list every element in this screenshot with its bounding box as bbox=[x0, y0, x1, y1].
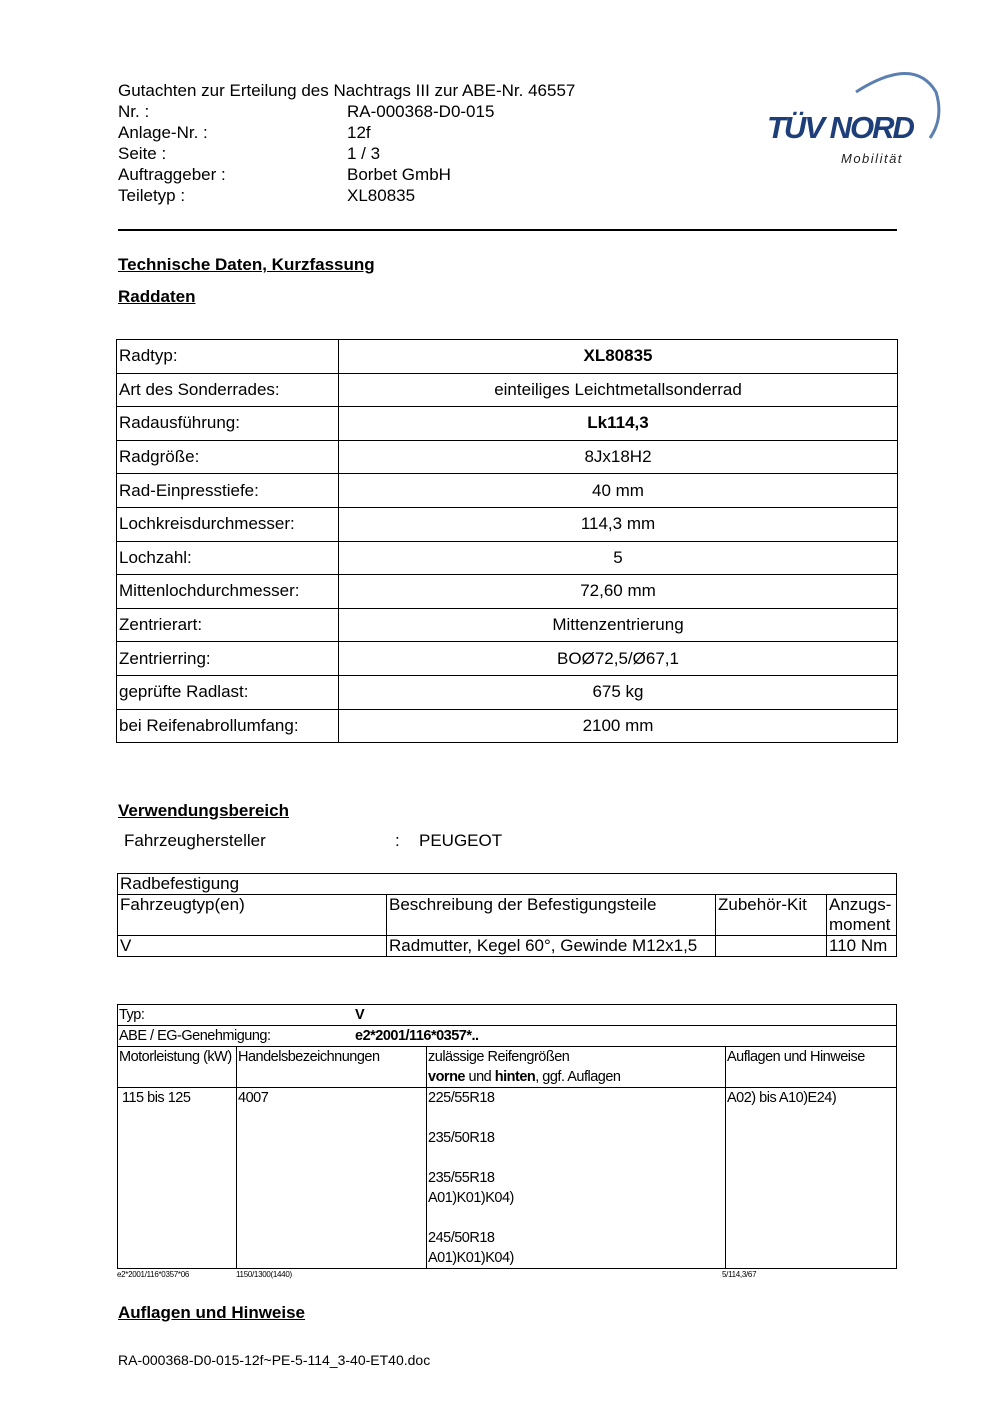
tuev-nord-logo bbox=[764, 60, 944, 170]
typ-label: Typ: bbox=[119, 1007, 145, 1023]
maker-value: PEUGEOT bbox=[419, 831, 503, 850]
col-header: Anzugs- moment bbox=[827, 895, 897, 936]
field-label: Auftraggeber : bbox=[118, 165, 226, 184]
col-header-notes: Auflagen und Hinweise bbox=[726, 1047, 897, 1088]
table-row bbox=[117, 575, 898, 609]
row-label: Art des Sonderrades: bbox=[117, 373, 339, 407]
col-header-power: Motorleistung (kW) bbox=[118, 1047, 237, 1088]
row-value: Lk114,3 bbox=[339, 407, 898, 441]
tyre-size: 235/55R18 bbox=[428, 1170, 495, 1186]
report-title: Gutachten zur Erteilung des Nachtrags III zur ABE-Nr. 46557 bbox=[118, 81, 576, 100]
row-value: 2100 mm bbox=[339, 709, 898, 743]
table-caption-row bbox=[118, 874, 897, 895]
field-value: 12f bbox=[347, 123, 371, 142]
cell-notes: A02) bis A10)E24) bbox=[726, 1088, 897, 1269]
cell: 110 Nm bbox=[827, 936, 897, 957]
row-label: Zentrierring: bbox=[117, 642, 339, 676]
abe-value: e2*2001/116*0357*.. bbox=[355, 1028, 479, 1044]
rear-label: hinten bbox=[494, 1069, 536, 1085]
col-header: Beschreibung der Befestigungsteile bbox=[387, 895, 716, 936]
table-row bbox=[117, 709, 898, 743]
row-label: Zentrierart: bbox=[117, 608, 339, 642]
field-value: Borbet GmbH bbox=[347, 165, 451, 184]
table-row bbox=[117, 642, 898, 676]
field-label: Anlage-Nr. : bbox=[118, 123, 208, 142]
document-header bbox=[118, 80, 638, 206]
logo-wordmark: TÜV NORD bbox=[767, 110, 913, 145]
row-label: Radtyp: bbox=[117, 340, 339, 374]
table-caption: Radbefestigung bbox=[118, 874, 897, 895]
table-row bbox=[118, 1088, 897, 1269]
table-row bbox=[117, 507, 898, 541]
section-title: Technische Daten, Kurzfassung bbox=[118, 255, 375, 274]
row-value: 114,3 mm bbox=[339, 507, 898, 541]
cell-power: 115 bis 125 bbox=[118, 1088, 237, 1269]
subsection-title: Raddaten bbox=[118, 287, 196, 306]
row-label: bei Reifenabrollumfang: bbox=[117, 709, 339, 743]
row-value: einteiliges Leichtmetallsonderrad bbox=[339, 373, 898, 407]
header-field-nr bbox=[118, 101, 638, 122]
field-label: Teiletyp : bbox=[118, 186, 186, 205]
row-label: Radausführung: bbox=[117, 407, 339, 441]
maker-label: Fahrzeughersteller bbox=[124, 831, 266, 850]
table-row bbox=[117, 440, 898, 474]
tyres-header-line2 bbox=[428, 1067, 724, 1087]
cell-tyres bbox=[427, 1088, 726, 1269]
field-label: Nr. : bbox=[118, 102, 150, 121]
row-value: Mittenzentrierung bbox=[339, 608, 898, 642]
table-row bbox=[117, 407, 898, 441]
row-label: Lochzahl: bbox=[117, 541, 339, 575]
tyres-header-line1: zulässige Reifengrößen bbox=[428, 1049, 570, 1065]
tyre-spacer bbox=[428, 1148, 724, 1168]
table-row bbox=[118, 936, 897, 957]
cell: V bbox=[118, 936, 387, 957]
typ-row bbox=[118, 1005, 897, 1026]
abe-label: ABE / EG-Genehmigung: bbox=[119, 1028, 271, 1044]
cell-trade: 4007 bbox=[237, 1088, 427, 1269]
row-value: 5 bbox=[339, 541, 898, 575]
col-header-trade: Handelsbezeichnungen bbox=[237, 1047, 427, 1088]
table-row bbox=[117, 541, 898, 575]
tyre-conditions: A01)K01)K04) bbox=[428, 1190, 514, 1206]
table-row bbox=[117, 608, 898, 642]
footnote-load: 1150/1300(1440) bbox=[236, 1270, 292, 1279]
footnote-approval: e2*2001/116*0357*06 bbox=[117, 1270, 190, 1279]
row-label: Radgröße: bbox=[117, 440, 339, 474]
cell: Radmutter, Kegel 60°, Gewinde M12x1,5 bbox=[387, 936, 716, 957]
field-value: XL80835 bbox=[347, 186, 416, 205]
radbefestigung-table bbox=[117, 873, 897, 957]
header-field-seite bbox=[118, 143, 638, 164]
table-header-row bbox=[118, 1047, 897, 1088]
header-field-auftraggeber bbox=[118, 164, 638, 185]
field-value: 1 / 3 bbox=[347, 144, 381, 163]
maker-separator: : bbox=[395, 831, 400, 850]
table-row bbox=[117, 340, 898, 374]
row-label: Rad-Einpresstiefe: bbox=[117, 474, 339, 508]
tyre-size: 235/50R18 bbox=[428, 1130, 495, 1146]
section-title-notes: Auflagen und Hinweise bbox=[118, 1303, 306, 1322]
typ-cell bbox=[118, 1005, 897, 1026]
raddaten-table bbox=[116, 339, 898, 743]
vehicle-type-table bbox=[117, 1004, 897, 1269]
typ-value: V bbox=[355, 1007, 365, 1023]
notes-suffix: , ggf. Auflagen bbox=[535, 1069, 621, 1085]
row-value: 72,60 mm bbox=[339, 575, 898, 609]
front-label: vorne bbox=[428, 1069, 465, 1085]
field-value: RA-000368-D0-015 bbox=[347, 102, 495, 121]
col-header-tyres bbox=[427, 1047, 726, 1088]
tyre-spacer bbox=[428, 1208, 724, 1228]
table-row bbox=[117, 474, 898, 508]
abe-cell bbox=[118, 1026, 897, 1047]
footnote-bolt-pattern: 5/114,3/67 bbox=[722, 1270, 757, 1279]
tyre-spacer bbox=[428, 1108, 724, 1128]
abe-row bbox=[118, 1026, 897, 1047]
and-label: und bbox=[465, 1069, 495, 1085]
usage-title: Verwendungsbereich bbox=[118, 801, 289, 820]
row-value: 675 kg bbox=[339, 675, 898, 709]
table-row bbox=[117, 675, 898, 709]
header-field-teiletyp bbox=[118, 185, 638, 206]
row-label: geprüfte Radlast: bbox=[117, 675, 339, 709]
row-value: 8Jx18H2 bbox=[339, 440, 898, 474]
tyre-size: 225/55R18 bbox=[428, 1090, 495, 1106]
table-row bbox=[117, 373, 898, 407]
logo-subtitle: Mobilität bbox=[841, 151, 903, 166]
row-value: BOØ72,5/Ø67,1 bbox=[339, 642, 898, 676]
row-label: Mittenlochdurchmesser: bbox=[117, 575, 339, 609]
field-label: Seite : bbox=[118, 144, 167, 163]
row-label: Lochkreisdurchmesser: bbox=[117, 507, 339, 541]
tyre-conditions: A01)K01)K04) bbox=[428, 1250, 514, 1266]
col-header: Fahrzeugtyp(en) bbox=[118, 895, 387, 936]
col-header: Zubehör-Kit bbox=[716, 895, 827, 936]
row-value: 40 mm bbox=[339, 474, 898, 508]
document-filename: RA-000368-D0-015-12f~PE-5-114_3-40-ET40.doc bbox=[118, 1352, 431, 1368]
cell bbox=[716, 936, 827, 957]
table-header-row bbox=[118, 895, 897, 936]
header-field-anlage bbox=[118, 122, 638, 143]
tyre-size: 245/50R18 bbox=[428, 1230, 495, 1246]
row-value: XL80835 bbox=[339, 340, 898, 374]
header-divider bbox=[118, 229, 897, 231]
